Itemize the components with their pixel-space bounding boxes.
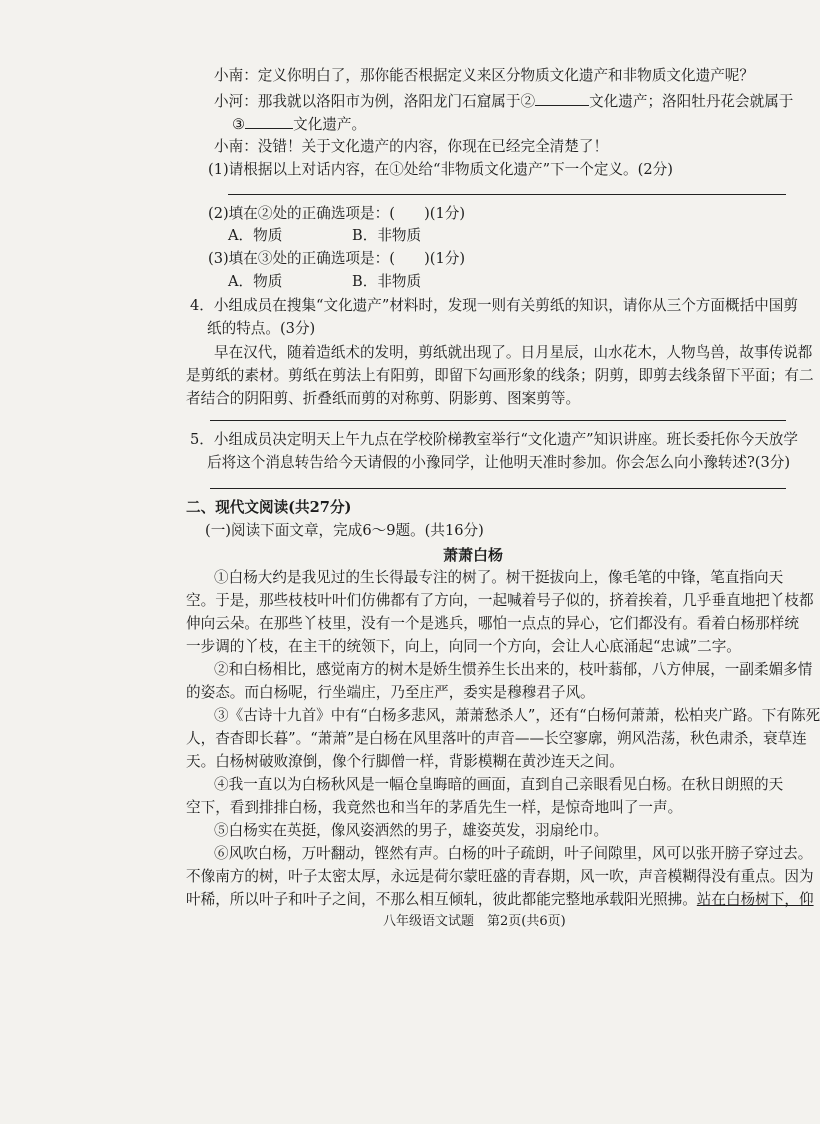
article-paragraph-1-cont: 伸向云朵。在那些丫枝里，没有一个是逃兵，哪怕一点点的异心，它们都没有。看着白杨那样统 — [186, 615, 799, 632]
article-paragraph-4: ④我一直以为白杨秋风是一幅仓皇晦暗的画面，直到自己亲眼看见白杨。在秋日朗照的天 — [214, 776, 784, 793]
answer-line[interactable] — [210, 488, 786, 489]
q3-item-3-option-a: A．物质 — [228, 273, 283, 290]
q3-item-2: (2)填在②处的正确选项是：( )(1分) — [208, 205, 466, 222]
q3-item-2-option-a: A．物质 — [228, 227, 283, 244]
q3-item-3-option-b: B．非物质 — [352, 273, 422, 290]
q4-line-2: 纸的特点。(3分) — [207, 320, 316, 337]
article-paragraph-3-cont: 天。白杨树破败潦倒，像个行脚僧一样，背影模糊在黄沙连天之间。 — [186, 753, 624, 770]
article-paragraph-6-cont: 不像南方的树，叶子太密太厚，永远是荷尔蒙旺盛的青春期，风一吹，声音模糊得没有重点。因为 — [186, 868, 814, 885]
article-paragraph-6-cont — [186, 890, 814, 910]
blank-2[interactable] — [535, 90, 589, 106]
article-paragraph-4-cont: 空下，看到排排白杨，我竟然也和当年的茅盾先生一样，是惊奇地叫了一声。 — [186, 799, 683, 816]
article-paragraph-3-cont: 人，杳杳即长暮”。“萧萧”是白杨在风里落叶的声音——长空寥廓，朔风浩荡，秋色肃杀，衰草连 — [186, 730, 807, 747]
dialogue-line-3a: ③ — [232, 116, 246, 133]
dialogue-line-2a: 小河：那我就以洛阳市为例，洛阳龙门石窟属于② — [214, 93, 536, 110]
q5-line-1: 5．小组成员决定明天上午九点在学校阶梯教室举行“文化遗产”知识讲座。班长委托你今天放学 — [190, 431, 798, 448]
dialogue-line-3 — [232, 113, 366, 135]
dialogue-line-1: 小南：定义你明白了，那你能否根据定义来区分物质文化遗产和非物质文化遗产呢？ — [214, 67, 754, 84]
q4-passage-2: 是剪纸的素材。剪纸在剪法上有阳剪，即留下勾画形象的线条；阴剪，即剪去线条留下平面；有二 — [186, 367, 814, 384]
underlined-sentence: 站在白杨树下，仰 — [696, 891, 814, 908]
article-paragraph-2: ②和白杨相比，感觉南方的树木是娇生惯养生长出来的，枝叶蓊郁，八方伸展，一副柔媚多情 — [214, 661, 813, 678]
section-heading: 二、现代文阅读(共27分) — [186, 499, 352, 516]
article-paragraph-2-cont: 的姿态。而白杨呢，行坐端庄，乃至庄严，委实是穆穆君子风。 — [186, 684, 595, 701]
q4-passage-3: 者结合的阴阳剪、折叠纸而剪的对称剪、阴影剪、图案剪等。 — [186, 390, 581, 407]
article-paragraph-6-text: 叶稀，所以叶子和叶子之间，不那么相互倾轧，彼此都能完整地承载阳光照拂。 — [186, 891, 697, 908]
blank-3[interactable] — [245, 113, 293, 129]
article-paragraph-1-cont: 一步调的丫枝，在主干的统领下，向上，向同一个方向，会让人心底涌起“忠诚”二字。 — [186, 638, 741, 655]
page-footer: 八年级语文试题 第2页(共6页) — [383, 914, 566, 929]
q4-passage-1: 早在汉代，随着造纸术的发明，剪纸就出现了。日月星辰，山水花木，人物鸟兽，故事传说都 — [214, 344, 813, 361]
article-paragraph-3: ③《古诗十九首》中有“白杨多悲风，萧萧愁杀人”，还有“白杨何萧萧，松柏夹广路。下有陈死 — [214, 707, 820, 724]
article-paragraph-1: ①白杨大约是我见过的生长得最专注的树了。树干挺拔向上，像毛笔的中锋，笔直指向天 — [214, 569, 784, 586]
q4-line-1: 4．小组成员在搜集“文化遗产”材料时，发现一则有关剪纸的知识，请你从三个方面概括中国剪 — [190, 297, 798, 314]
q5-line-2: 后将这个消息转告给今天请假的小豫同学，让他明天准时参加。你会怎么向小豫转述?(3分) — [207, 454, 791, 471]
article-title: 萧萧白杨 — [443, 546, 504, 564]
q3-item-2-option-b: B．非物质 — [352, 227, 422, 244]
answer-line[interactable] — [228, 194, 786, 195]
dialogue-line-2b: 文化遗产；洛阳牡丹花会就属于 — [589, 93, 794, 110]
dialogue-line-3b: 文化遗产。 — [293, 116, 367, 133]
article-paragraph-5: ⑤白杨实在英挺，像风姿洒然的男子，雄姿英发，羽扇纶巾。 — [214, 822, 609, 839]
q3-item-1: (1)请根据以上对话内容，在①处给“非物质文化遗产”下一个定义。(2分) — [208, 161, 673, 178]
article-paragraph-6: ⑥风吹白杨，万叶翻动，铿然有声。白杨的叶子疏朗，叶子间隙里，风可以张开膀子穿过去。 — [214, 845, 813, 862]
answer-line[interactable] — [210, 420, 786, 421]
dialogue-line-4: 小南：没错！关于文化遗产的内容，你现在已经完全清楚了！ — [214, 138, 609, 155]
q3-item-3: (3)填在③处的正确选项是：( )(1分) — [208, 250, 466, 267]
article-paragraph-1-cont: 空。于是，那些枝枝叶叶们仿佛都有了方向，一起喊着号子似的，挤着挨着，几乎垂直地把丫枝都 — [186, 592, 814, 609]
dialogue-line-2 — [214, 90, 793, 112]
section-instruction: (一)阅读下面文章，完成6～9题。(共16分) — [205, 522, 484, 539]
